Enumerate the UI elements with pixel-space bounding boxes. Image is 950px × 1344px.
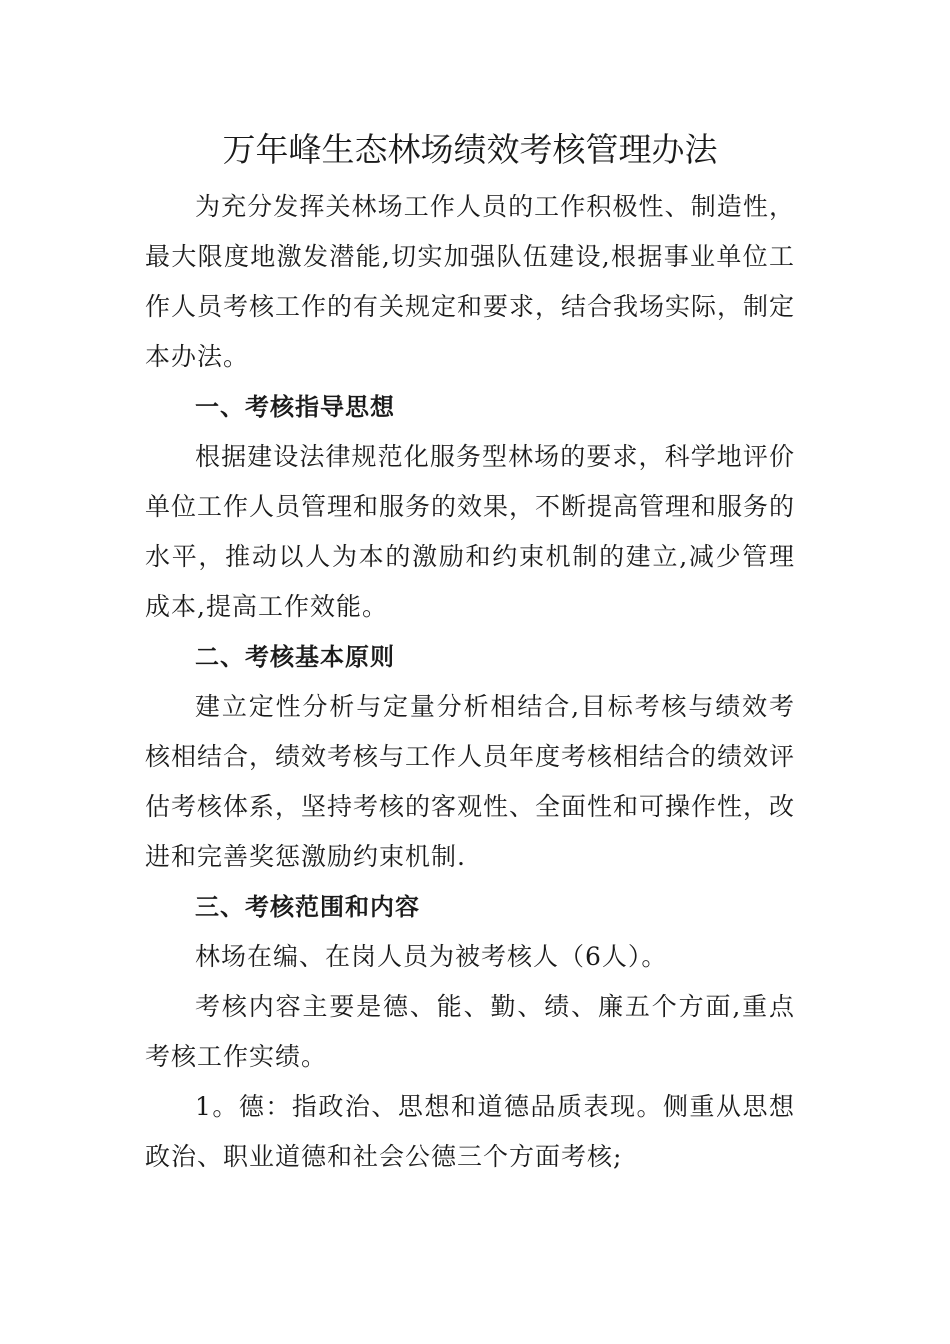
document-page	[145, 118, 795, 1182]
section-paragraph: 1。德：指政治、思想和道德品质表现。侧重从思想政治、职业道德和社会公德三个方面考核;	[145, 1092, 795, 1171]
section-heading-basic-principles: 二、考核基本原则	[195, 643, 395, 671]
section-paragraph: 根据建设法律规范化服务型林场的要求，科学地评价单位工作人员管理和服务的效果，不断提高管理和服务的水平，推动以人为本的激励和约束机制的建立,减少管理成本,提高工作效能。	[145, 442, 796, 621]
section-paragraph: 建立定性分析与定量分析相结合,目标考核与绩效考核相结合，绩效考核与工作人员年度考核相结合的绩效评估考核体系，坚持考核的客观性、全面性和可操作性，改进和完善奖惩激励约束机制.	[145, 692, 796, 871]
section-paragraph: 考核内容主要是德、能、勤、绩、廉五个方面,重点考核工作实绩。	[145, 992, 795, 1071]
document-title: 万年峰生态林场绩效考核管理办法	[222, 130, 718, 169]
intro-paragraph: 为充分发挥关林场工作人员的工作积极性、制造性，最大限度地激发潜能,切实加强队伍建设,根据事业单位工作人员考核工作的有关规定和要求，结合我场实际，制定本办法。	[145, 192, 796, 371]
section-heading-scope-content: 三、考核范围和内容	[195, 893, 420, 921]
section-paragraph: 林场在编、在岗人员为被考核人（6人）。	[195, 942, 668, 971]
section-heading-guiding-thought: 一、考核指导思想	[195, 393, 395, 421]
